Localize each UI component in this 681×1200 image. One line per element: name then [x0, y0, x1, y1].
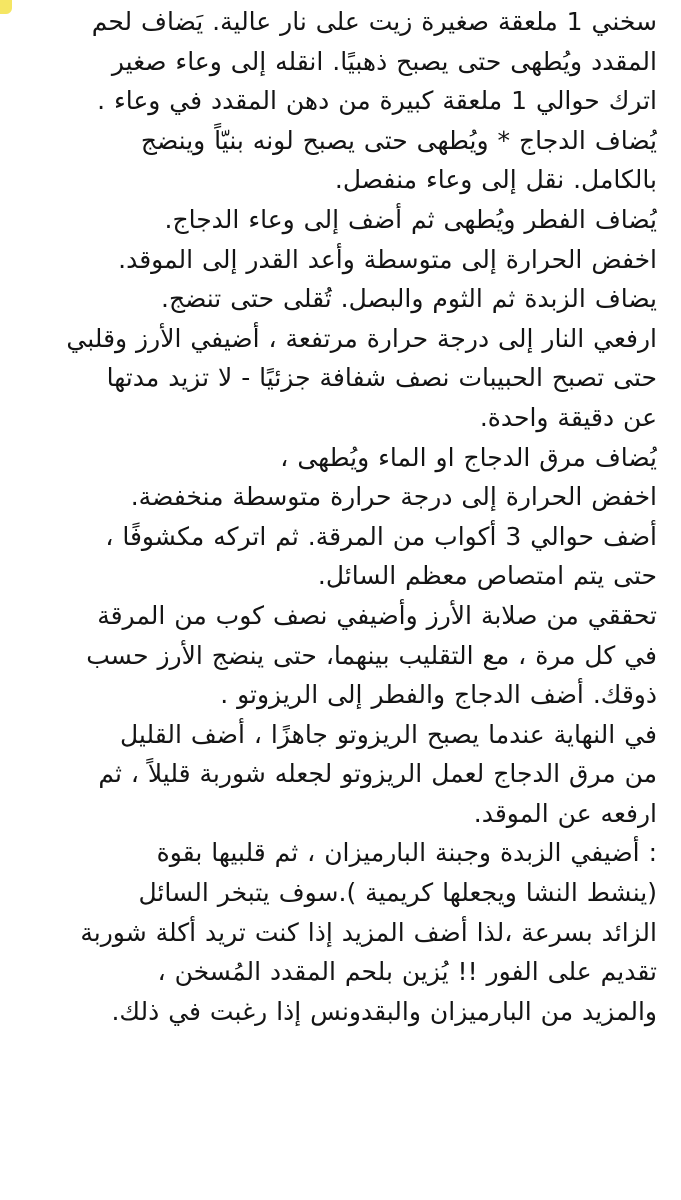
recipe-line: تقديم على الفور !! يُزين بلحم المقدد المُسخن ، — [157, 957, 657, 987]
recipe-line: سخني 1 ملعقة صغيرة زيت على نار عالية. يَضاف لحم — [91, 7, 657, 36]
recipe-line: (ينشط النشا ويجعلها كريمية ).سوف يتبخر السائل — [138, 878, 657, 908]
recipe-line: يُضاف مرق الدجاج او الماء ويُطهى ، — [280, 442, 657, 472]
recipe-line: حتى يتم امتصاص معظم السائل. — [317, 561, 657, 591]
recipe-line: والمزيد من البارميزان والبقدونس إذا رغبت في ذلك. — [111, 996, 657, 1026]
recipe-line: عن دقيقة واحدة. — [479, 402, 657, 432]
recipe-line: ارفعي النار إلى درجة حرارة مرتفعة ، أضيفي الأرز وقلبي — [66, 323, 657, 353]
recipe-text — [0, 2, 681, 1031]
recipe-line: أضف حوالي 3 أكواب من المرقة. ثم اتركه مكشوفًا ، — [105, 521, 657, 551]
recipe-line: يُضاف الدجاج * ويُطهى حتى يصبح لونه بنيّاً وينضج — [140, 125, 657, 155]
recipe-line: اترك حوالي 1 ملعقة كبيرة من دهن المقدد في وعاء . — [97, 86, 657, 116]
recipe-line: ارفعه عن الموقد. — [473, 798, 657, 828]
recipe-line: يُضاف الفطر ويُطهى ثم أضف إلى وعاء الدجاج. — [164, 204, 657, 234]
recipe-line: : أضيفي الزبدة وجبنة البارميزان ، ثم قلبيها بقوة — [156, 838, 657, 868]
recipe-line: ذوقك. أضف الدجاج والفطر إلى الريزوتو . — [220, 680, 657, 710]
recipe-line: اخفض الحرارة إلى درجة حرارة متوسطة منخفضة. — [130, 482, 657, 512]
recipe-line: اخفض الحرارة إلى متوسطة وأعد القدر إلى الموقد. — [118, 244, 657, 274]
recipe-line: في كل مرة ، مع التقليب بينهما، حتى ينضج الأرز حسب — [86, 640, 657, 670]
recipe-line: المقدد ويُطهى حتى يصبح ذهبيًا. انقله إلى وعاء صغير — [111, 46, 657, 76]
recipe-line: في النهاية عندما يصبح الريزوتو جاهزًا ، أضف القليل — [119, 719, 657, 749]
recipe-line: حتى تصبح الحبيبات نصف شفافة جزئيًا - لا تزيد مدتها — [106, 363, 657, 393]
recipe-line: يضاف الزبدة ثم الثوم والبصل. تُقلى حتى تنضج. — [161, 284, 657, 314]
recipe-line: تحققي من صلابة الأرز وأضيفي نصف كوب من المرقة — [97, 600, 657, 630]
recipe-line: من مرق الدجاج لعمل الريزوتو لجعله شوربة قليلاً ، ثم — [98, 759, 657, 789]
recipe-line: الزائد بسرعة ،لذا أضف المزيد إذا كنت تريد أكلة شوربة — [80, 917, 657, 947]
recipe-line: بالكامل. نقل إلى وعاء منفصل. — [334, 165, 657, 195]
